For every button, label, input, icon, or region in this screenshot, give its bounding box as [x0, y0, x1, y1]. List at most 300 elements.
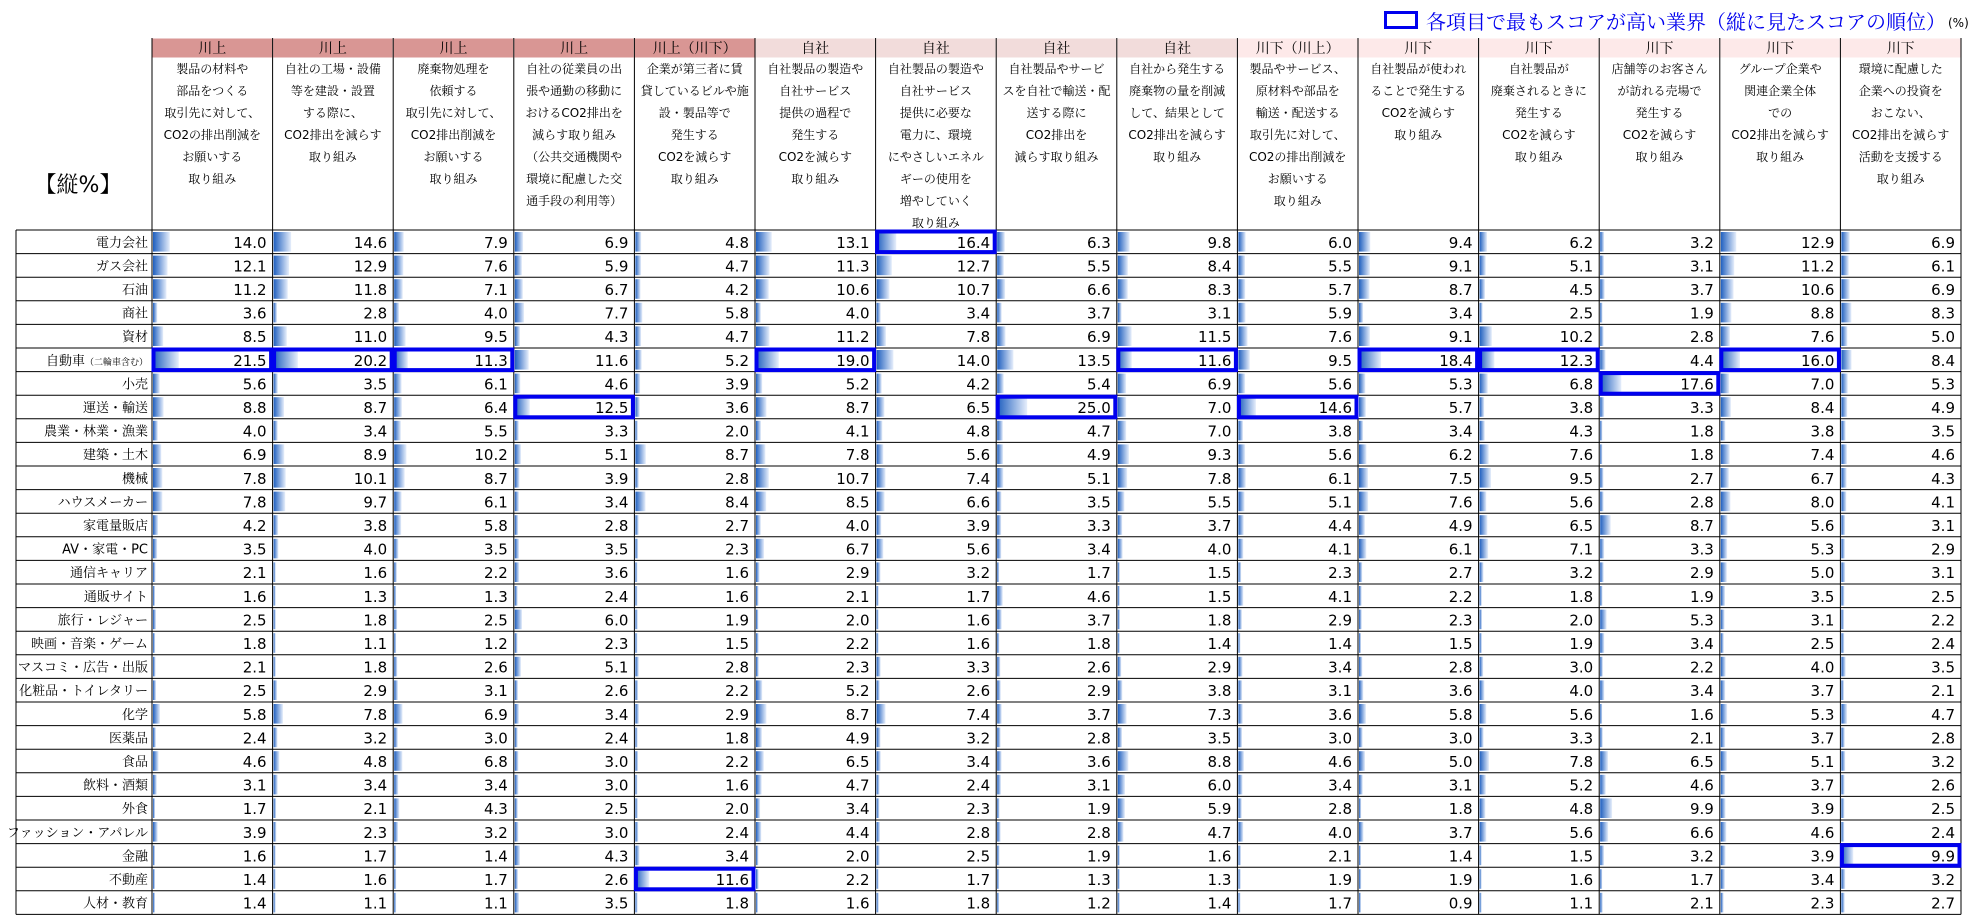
data-bar — [515, 256, 522, 276]
data-bar — [756, 421, 761, 441]
column-description-line: 取り組み — [1756, 150, 1805, 164]
column-description-line: 自社製品の製造や — [767, 62, 864, 76]
data-bar — [1721, 798, 1726, 818]
data-bar — [1359, 775, 1363, 795]
data-bar — [1480, 279, 1485, 299]
data-bar — [515, 704, 519, 724]
column-description-line: 自社から発生する — [1129, 62, 1226, 76]
data-value: 2.8 — [1689, 328, 1714, 347]
data-value: 3.4 — [363, 776, 388, 795]
data-bar — [394, 869, 396, 889]
data-value: 6.9 — [483, 705, 508, 724]
column-description-line: 部品をつくる — [176, 84, 249, 98]
data-value: 5.8 — [242, 705, 267, 724]
data-bar — [756, 893, 758, 913]
data-bar — [997, 704, 1001, 724]
data-value: 5.8 — [725, 304, 749, 323]
data-value: 1.6 — [966, 635, 991, 653]
data-value: 4.1 — [1328, 540, 1352, 559]
row-label: 人材・教育 — [82, 896, 148, 912]
data-value: 5.6 — [966, 446, 991, 465]
header-group-label: 川下 — [1404, 41, 1433, 57]
header-group-label: 川上 — [439, 41, 468, 57]
data-value: 7.3 — [1207, 705, 1232, 724]
data-value: 6.3 — [1086, 233, 1111, 252]
data-bar — [1238, 232, 1245, 252]
row-label: 旅行・レジャー — [57, 613, 148, 629]
data-value: 21.5 — [233, 351, 267, 370]
data-bar — [1238, 633, 1240, 653]
row-label: 医薬品 — [108, 731, 148, 747]
data-value: 1.9 — [1086, 847, 1111, 866]
data-value: 6.1 — [1328, 469, 1352, 488]
data-bar — [1480, 562, 1484, 582]
header-group-label: 自社 — [1042, 41, 1071, 57]
data-bar — [274, 515, 279, 535]
data-bar — [394, 751, 402, 771]
data-bar — [515, 893, 519, 913]
data-value: 7.0 — [1810, 375, 1835, 394]
data-bar — [1721, 374, 1729, 394]
data-value: 3.2 — [483, 823, 508, 842]
data-value: 2.9 — [845, 564, 870, 583]
data-bar — [515, 468, 520, 488]
data-bar — [1118, 326, 1132, 346]
data-bar — [274, 539, 279, 559]
data-value: 1.8 — [363, 611, 388, 630]
data-value: 3.0 — [483, 729, 508, 748]
column-description-line: 自社製品が使われ — [1370, 62, 1467, 76]
data-value: 3.5 — [1931, 658, 1955, 677]
data-value: 2.2 — [1689, 658, 1714, 677]
data-value: 4.1 — [1931, 493, 1955, 512]
column-description-line: 企業が第三者に賃 — [646, 62, 743, 76]
data-value: 2.3 — [1328, 564, 1352, 583]
data-bar — [1841, 869, 1845, 889]
data-bar — [274, 468, 286, 488]
data-bar — [877, 893, 879, 913]
data-value: 3.9 — [966, 517, 991, 535]
data-value: 9.8 — [1207, 233, 1232, 252]
data-bar — [877, 468, 886, 488]
data-bar — [1359, 444, 1366, 464]
data-bar — [1118, 846, 1120, 866]
data-value: 7.6 — [1328, 328, 1352, 347]
column-description-line: 依頼する — [429, 84, 478, 98]
data-bar — [1841, 657, 1845, 677]
column-description-line: 発生する — [791, 128, 840, 142]
column-description-line: お願いする — [182, 150, 243, 164]
data-value: 1.3 — [483, 587, 508, 606]
data-bar — [1238, 374, 1245, 394]
data-value: 2.2 — [845, 871, 870, 889]
data-value: 3.5 — [483, 540, 508, 559]
data-value: 2.8 — [1328, 800, 1352, 819]
data-value: 11.3 — [474, 351, 508, 370]
data-value: 7.8 — [363, 705, 388, 724]
data-bar — [877, 610, 879, 630]
data-value: 3.2 — [1689, 233, 1714, 252]
data-value: 5.3 — [1810, 705, 1835, 724]
data-bar — [756, 704, 766, 724]
data-value: 4.4 — [1689, 351, 1714, 370]
data-bar — [1721, 657, 1726, 677]
data-bar — [997, 515, 1001, 535]
data-value: 5.5 — [483, 422, 508, 441]
data-bar — [1480, 515, 1488, 535]
data-value: 3.6 — [604, 564, 629, 583]
data-bar — [153, 610, 156, 630]
data-value: 4.1 — [845, 422, 870, 441]
data-bar — [153, 232, 170, 252]
data-bar — [153, 822, 158, 842]
data-bar — [1841, 421, 1845, 441]
data-value: 20.2 — [353, 351, 388, 370]
column-description-line: 自社製品の製造や — [887, 62, 984, 76]
data-bar — [274, 704, 283, 724]
data-value: 9.7 — [363, 493, 388, 512]
data-value: 2.8 — [725, 469, 749, 488]
data-value: 2.0 — [845, 611, 870, 630]
data-value: 2.2 — [725, 753, 749, 771]
row-label: 農業・林業・漁業 — [43, 424, 148, 440]
column-description-line: 製品やサービス、 — [1249, 62, 1346, 76]
data-value: 16.4 — [956, 233, 991, 252]
data-bar — [274, 586, 276, 606]
data-bar — [1118, 492, 1125, 512]
data-bar — [1480, 232, 1487, 252]
data-bar — [1480, 421, 1485, 441]
data-value: 4.1 — [1328, 587, 1352, 606]
data-bar — [997, 350, 1013, 370]
row-label: 化学 — [121, 707, 148, 723]
data-value: 3.3 — [966, 658, 991, 677]
data-value: 7.4 — [1810, 446, 1835, 465]
data-bar — [997, 822, 1000, 842]
data-value: 3.6 — [1086, 753, 1111, 771]
data-value: 8.5 — [845, 493, 870, 512]
data-value: 9.4 — [1448, 233, 1473, 252]
data-value: 1.8 — [725, 894, 749, 913]
data-bar — [274, 633, 276, 653]
column-description-line: CO2排出を減らす — [1128, 128, 1226, 142]
data-value: 6.6 — [1086, 281, 1111, 299]
data-value: 2.1 — [1328, 847, 1352, 866]
data-value: 3.9 — [604, 469, 629, 488]
data-value: 4.0 — [1328, 823, 1352, 842]
column-description-line: 取り組み — [429, 172, 478, 186]
data-bar — [1359, 279, 1369, 299]
data-value: 19.0 — [836, 351, 870, 370]
data-bar — [1600, 421, 1602, 441]
data-value: 7.1 — [483, 281, 508, 299]
data-value: 1.9 — [1086, 800, 1111, 819]
column-description-line: 増やしていく — [899, 194, 972, 208]
data-value: 3.4 — [1810, 871, 1835, 889]
column-description-line: して、結果として — [1129, 106, 1225, 120]
data-value: 6.2 — [1448, 446, 1473, 465]
data-value: 1.2 — [1086, 894, 1111, 913]
data-value: 6.9 — [1207, 375, 1232, 394]
data-value: 5.3 — [1448, 375, 1473, 394]
data-bar — [274, 846, 276, 866]
column-description-line: 発生する — [1635, 106, 1684, 120]
column-description-line: 減らす取り組み — [532, 128, 617, 142]
data-value: 5.3 — [1810, 540, 1835, 559]
data-bar — [394, 775, 398, 795]
data-value: 1.5 — [725, 635, 749, 653]
data-bar — [635, 444, 645, 464]
data-bar — [1841, 492, 1846, 512]
data-value: 2.9 — [1207, 658, 1232, 677]
data-bar — [394, 633, 396, 653]
column-description-line: 取り組み — [1394, 128, 1443, 142]
data-bar — [1600, 539, 1604, 559]
data-value: 3.4 — [604, 705, 629, 724]
data-value: 8.3 — [1931, 304, 1955, 323]
data-bar — [1118, 374, 1126, 394]
data-bar — [1359, 539, 1366, 559]
data-bar — [1359, 421, 1363, 441]
column-description-line: 等を建設・設置 — [290, 84, 375, 98]
row-label: 通販サイト — [83, 589, 148, 605]
data-value: 1.7 — [242, 800, 267, 819]
data-value: 3.0 — [604, 753, 629, 771]
data-bar — [1841, 610, 1844, 630]
data-value: 7.0 — [1207, 399, 1232, 417]
data-value: 1.3 — [1207, 871, 1232, 889]
data-bar — [877, 680, 880, 700]
data-bar — [394, 444, 406, 464]
data-bar — [997, 680, 1000, 700]
data-value: 2.5 — [242, 682, 267, 701]
data-value: 3.6 — [1448, 682, 1473, 701]
data-value: 1.8 — [1689, 422, 1714, 441]
data-value: 1.6 — [363, 871, 388, 889]
data-bar — [756, 633, 759, 653]
data-value: 5.7 — [1328, 281, 1352, 299]
data-value: 3.4 — [363, 422, 388, 441]
data-bar — [1359, 657, 1362, 677]
data-bar — [1238, 468, 1245, 488]
data-value: 4.9 — [1086, 446, 1111, 465]
row-label: 映画・音楽・ゲーム — [30, 637, 148, 652]
data-value: 2.8 — [725, 658, 749, 677]
data-bar — [635, 610, 637, 630]
data-bar — [1480, 256, 1486, 276]
data-value: 3.4 — [1689, 635, 1714, 653]
data-value: 3.7 — [1689, 281, 1714, 299]
data-value: 1.6 — [725, 564, 749, 583]
data-value: 4.6 — [604, 375, 629, 394]
data-value: 8.8 — [1810, 304, 1835, 323]
data-value: 4.3 — [604, 847, 629, 866]
column-description-line: おこない、 — [1870, 106, 1931, 120]
data-bar — [153, 421, 158, 441]
column-description-line: CO2排出を — [1025, 128, 1088, 142]
data-bar — [394, 704, 402, 724]
data-value: 4.6 — [1810, 823, 1835, 842]
data-value: 2.4 — [604, 587, 629, 606]
data-value: 7.8 — [1569, 753, 1594, 771]
data-value: 7.5 — [1448, 469, 1473, 488]
column-description-line: 取り組み — [1635, 150, 1684, 164]
data-value: 6.0 — [604, 611, 629, 630]
data-value: 2.6 — [966, 682, 991, 701]
data-bar — [1841, 350, 1851, 370]
data-value: 3.4 — [1448, 304, 1473, 323]
data-bar — [274, 798, 277, 818]
column-description-line: 取り組み — [911, 216, 960, 230]
column-description-line: する際に、 — [302, 106, 363, 120]
data-value: 8.8 — [1207, 753, 1232, 771]
data-bar — [1480, 869, 1482, 889]
data-value: 5.4 — [1086, 375, 1111, 394]
data-value: 2.0 — [725, 422, 749, 441]
data-value: 7.8 — [242, 493, 267, 512]
data-bar — [1600, 610, 1606, 630]
data-bar — [1118, 680, 1123, 700]
data-value: 1.8 — [966, 894, 991, 913]
header-group-label: 自社 — [1163, 41, 1192, 57]
data-value: 2.3 — [1448, 611, 1473, 630]
data-bar — [1600, 444, 1602, 464]
data-value: 1.7 — [483, 871, 508, 889]
data-value: 2.1 — [1931, 682, 1955, 701]
data-value: 6.5 — [1569, 517, 1594, 535]
data-bar — [1359, 468, 1368, 488]
data-bar — [1721, 539, 1727, 559]
data-bar — [1600, 256, 1604, 276]
data-bar — [1721, 326, 1730, 346]
column-description-line: での — [1768, 106, 1793, 120]
data-value: 2.1 — [1689, 729, 1714, 748]
data-bar — [1118, 751, 1129, 771]
data-bar — [1118, 515, 1122, 535]
data-value: 9.5 — [1569, 469, 1594, 488]
column-description-line: 環境に配慮した — [1858, 62, 1943, 76]
data-value: 6.2 — [1569, 233, 1594, 252]
data-value: 4.2 — [966, 375, 991, 394]
data-value: 3.9 — [725, 375, 749, 394]
data-bar — [515, 279, 523, 299]
data-bar — [756, 492, 766, 512]
data-bar — [1118, 775, 1125, 795]
data-bar — [1721, 421, 1726, 441]
data-bar — [153, 657, 156, 677]
data-bar — [515, 633, 518, 653]
data-bar — [1480, 397, 1485, 417]
data-value: 1.6 — [966, 611, 991, 630]
data-bar — [997, 798, 999, 818]
data-value: 1.1 — [363, 635, 388, 653]
data-bar — [1238, 680, 1242, 700]
data-bar — [1721, 468, 1729, 488]
data-bar — [756, 610, 758, 630]
column-description-line: 取引先に対して、 — [164, 106, 261, 120]
data-bar — [1118, 539, 1123, 559]
table-label: 【縦%】 — [34, 173, 122, 198]
data-value: 1.6 — [242, 587, 267, 606]
data-value: 3.4 — [845, 800, 870, 819]
column-description-line: 電力に、環境 — [899, 128, 972, 142]
data-bar — [1118, 633, 1120, 653]
data-value: 3.2 — [1689, 847, 1714, 866]
data-value: 3.6 — [242, 304, 267, 323]
data-value: 2.4 — [604, 729, 629, 748]
data-value: 1.8 — [1207, 611, 1232, 630]
legend-unit: (%) — [1948, 16, 1969, 30]
data-bar — [515, 657, 521, 677]
data-bar — [1238, 350, 1249, 370]
data-value: 3.5 — [1931, 422, 1955, 441]
data-bar — [394, 374, 401, 394]
column-description-line: お願いする — [423, 150, 484, 164]
data-value: 3.5 — [242, 540, 267, 559]
data-value: 3.4 — [1328, 776, 1352, 795]
data-value: 17.6 — [1680, 375, 1714, 394]
data-value: 4.6 — [242, 753, 267, 771]
data-value: 5.3 — [1931, 375, 1955, 394]
data-bar — [635, 822, 638, 842]
data-value: 8.0 — [1810, 493, 1835, 512]
data-value: 13.1 — [836, 233, 870, 252]
data-value: 3.4 — [725, 847, 749, 866]
row-label: 家電量販店 — [82, 519, 148, 534]
header-group-label: 川下（川上） — [1255, 41, 1340, 57]
data-value: 7.8 — [1207, 469, 1232, 488]
data-bar — [394, 326, 405, 346]
data-bar — [394, 492, 401, 512]
data-value: 4.8 — [966, 422, 991, 441]
data-value: 14.0 — [956, 351, 991, 370]
data-bar — [635, 680, 638, 700]
data-bar — [153, 728, 156, 748]
data-bar — [1480, 798, 1486, 818]
data-bar — [394, 468, 404, 488]
data-bar — [274, 232, 292, 252]
data-bar — [153, 633, 155, 653]
data-bar — [997, 728, 1000, 748]
column-description-line: CO2の排出削減を — [1248, 150, 1347, 164]
data-value: 4.3 — [1931, 469, 1955, 488]
data-value: 1.6 — [845, 894, 870, 913]
data-value: 2.7 — [725, 517, 749, 535]
data-bar — [1600, 633, 1604, 653]
data-bar — [274, 893, 276, 913]
data-value: 3.7 — [1086, 611, 1111, 630]
data-bar — [515, 586, 518, 606]
data-value: 2.7 — [1689, 469, 1714, 488]
data-value: 9.1 — [1448, 257, 1473, 276]
data-value: 3.1 — [1207, 304, 1232, 323]
data-bar — [1238, 303, 1245, 323]
data-value: 3.7 — [1086, 304, 1111, 323]
data-bar — [1600, 515, 1610, 535]
data-value: 1.3 — [1086, 871, 1111, 889]
data-bar — [153, 798, 155, 818]
data-bar — [997, 846, 999, 866]
data-bar — [997, 421, 1003, 441]
data-value: 1.4 — [1448, 847, 1473, 866]
data-value: 3.9 — [242, 823, 267, 842]
column-description-line: 自社の従業員の出 — [526, 62, 623, 76]
data-bar — [1118, 704, 1127, 724]
data-value: 2.8 — [363, 304, 388, 323]
data-value: 11.6 — [594, 351, 629, 370]
data-bar — [635, 279, 640, 299]
data-bar — [1359, 633, 1361, 653]
